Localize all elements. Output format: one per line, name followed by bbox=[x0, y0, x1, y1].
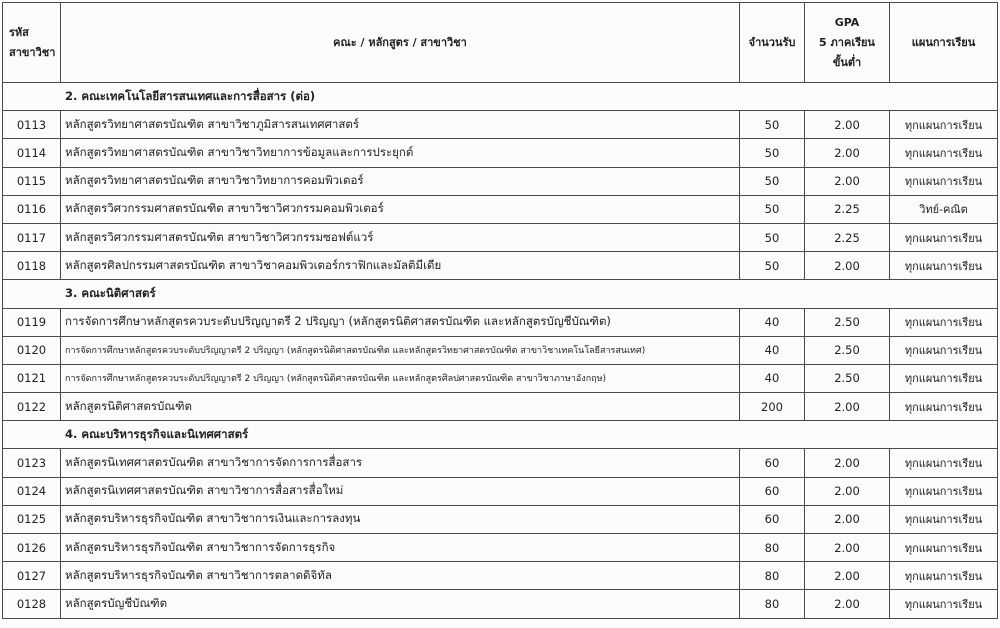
table-row bbox=[3, 336, 998, 364]
program-code: 0127 bbox=[3, 562, 61, 590]
program-code: 0122 bbox=[3, 393, 61, 421]
section-spacer bbox=[3, 421, 61, 449]
table-row bbox=[3, 364, 998, 392]
table-header bbox=[3, 3, 998, 83]
table-row bbox=[3, 252, 998, 280]
capacity-value: 60 bbox=[740, 449, 805, 477]
program-code: 0113 bbox=[3, 111, 61, 139]
program-name: หลักสูตรวิทยาศาสตรบัณฑิต สาขาวิชาวิทยาการคอมพิวเตอร์ bbox=[61, 167, 740, 195]
capacity-value: 50 bbox=[740, 139, 805, 167]
table-row bbox=[3, 505, 998, 533]
section-row bbox=[3, 83, 998, 111]
program-name: หลักสูตรวิศวกรรมศาสตรบัณฑิต สาขาวิชาวิศวกรรมคอมพิวเตอร์ bbox=[61, 195, 740, 223]
header-code-line1: รหัส bbox=[9, 25, 29, 39]
program-name: หลักสูตรบริหารธุรกิจบัณฑิต สาขาวิชาการเงินและการลงทุน bbox=[61, 505, 740, 533]
capacity-value: 80 bbox=[740, 534, 805, 562]
study-plan: ทุกแผนการเรียน bbox=[890, 364, 998, 392]
table-row bbox=[3, 167, 998, 195]
section-spacer bbox=[3, 280, 61, 308]
header-capacity: จำนวนรับ bbox=[740, 3, 805, 83]
section-title: 4. คณะบริหารธุรกิจและนิเทศศาสตร์ bbox=[61, 421, 998, 449]
program-code: 0119 bbox=[3, 308, 61, 336]
section-title: 3. คณะนิติศาสตร์ bbox=[61, 280, 998, 308]
study-plan: ทุกแผนการเรียน bbox=[890, 252, 998, 280]
table-row bbox=[3, 534, 998, 562]
study-plan: ทุกแผนการเรียน bbox=[890, 477, 998, 505]
capacity-value: 80 bbox=[740, 562, 805, 590]
gpa-value: 2.00 bbox=[805, 534, 890, 562]
program-code: 0120 bbox=[3, 336, 61, 364]
study-plan: ทุกแผนการเรียน bbox=[890, 223, 998, 251]
header-gpa bbox=[805, 3, 890, 83]
program-code: 0125 bbox=[3, 505, 61, 533]
program-name: หลักสูตรบริหารธุรกิจบัณฑิต สาขาวิชาการตลาดดิจิทัล bbox=[61, 562, 740, 590]
program-code: 0117 bbox=[3, 223, 61, 251]
header-program: คณะ / หลักสูตร / สาขาวิชา bbox=[61, 3, 740, 83]
capacity-value: 50 bbox=[740, 223, 805, 251]
program-name: การจัดการศึกษาหลักสูตรควบระดับปริญญาตรี 2 ปริญญา (หลักสูตรนิติศาสตรบัณฑิต และหลักสูตรบัญชีบัณฑิต) bbox=[61, 308, 740, 336]
table-row bbox=[3, 195, 998, 223]
gpa-value: 2.25 bbox=[805, 195, 890, 223]
program-name: หลักสูตรวิทยาศาสตรบัณฑิต สาขาวิชาวิทยาการข้อมูลและการประยุกต์ bbox=[61, 139, 740, 167]
study-plan: ทุกแผนการเรียน bbox=[890, 139, 998, 167]
study-plan: ทุกแผนการเรียน bbox=[890, 308, 998, 336]
capacity-value: 60 bbox=[740, 477, 805, 505]
table-row bbox=[3, 223, 998, 251]
capacity-value: 40 bbox=[740, 308, 805, 336]
capacity-value: 40 bbox=[740, 364, 805, 392]
table-row bbox=[3, 562, 998, 590]
program-name: หลักสูตรนิติศาสตรบัณฑิต bbox=[61, 393, 740, 421]
gpa-value: 2.00 bbox=[805, 449, 890, 477]
study-plan: ทุกแผนการเรียน bbox=[890, 590, 998, 618]
header-code-line2: สาขาวิชา bbox=[9, 45, 56, 59]
section-title: 2. คณะเทคโนโลยีสารสนเทศและการสื่อสาร (ต่อ) bbox=[61, 83, 998, 111]
header-plan: แผนการเรียน bbox=[890, 3, 998, 83]
gpa-value: 2.00 bbox=[805, 139, 890, 167]
gpa-value: 2.50 bbox=[805, 308, 890, 336]
gpa-value: 2.00 bbox=[805, 477, 890, 505]
capacity-value: 50 bbox=[740, 111, 805, 139]
gpa-value: 2.25 bbox=[805, 223, 890, 251]
table-row bbox=[3, 393, 998, 421]
admission-table bbox=[2, 2, 998, 619]
study-plan: ทุกแผนการเรียน bbox=[890, 167, 998, 195]
section-row bbox=[3, 421, 998, 449]
study-plan: ทุกแผนการเรียน bbox=[890, 562, 998, 590]
program-code: 0114 bbox=[3, 139, 61, 167]
program-code: 0128 bbox=[3, 590, 61, 618]
gpa-value: 2.50 bbox=[805, 336, 890, 364]
table-row bbox=[3, 139, 998, 167]
table-row bbox=[3, 477, 998, 505]
gpa-value: 2.00 bbox=[805, 111, 890, 139]
capacity-value: 60 bbox=[740, 505, 805, 533]
gpa-value: 2.00 bbox=[805, 590, 890, 618]
program-name: หลักสูตรวิศวกรรมศาสตรบัณฑิต สาขาวิชาวิศวกรรมซอฟต์แวร์ bbox=[61, 223, 740, 251]
program-name: หลักสูตรวิทยาศาสตรบัณฑิต สาขาวิชาภูมิสารสนเทศศาสตร์ bbox=[61, 111, 740, 139]
program-code: 0124 bbox=[3, 477, 61, 505]
table-row bbox=[3, 308, 998, 336]
program-code: 0123 bbox=[3, 449, 61, 477]
program-name: การจัดการศึกษาหลักสูตรควบระดับปริญญาตรี 2 ปริญญา (หลักสูตรนิติศาสตรบัณฑิต และหลักสูตรศิลปศาสตรบัณฑิต สาขาวิชาภาษาอังกฤษ) bbox=[61, 364, 740, 392]
program-name: หลักสูตรบัญชีบัณฑิต bbox=[61, 590, 740, 618]
program-name: หลักสูตรนิเทศศาสตรบัณฑิต สาขาวิชาการสื่อสารสื่อใหม่ bbox=[61, 477, 740, 505]
header-code bbox=[3, 3, 61, 83]
program-name: หลักสูตรศิลปกรรมศาสตรบัณฑิต สาขาวิชาคอมพิวเตอร์กราฟิกและมัลติมีเดีย bbox=[61, 252, 740, 280]
study-plan: ทุกแผนการเรียน bbox=[890, 111, 998, 139]
program-name: การจัดการศึกษาหลักสูตรควบระดับปริญญาตรี 2 ปริญญา (หลักสูตรนิติศาสตรบัณฑิต และหลักสูตรวิทยาศาสตรบัณฑิต สาขาวิชาเทคโนโลยีสารสนเทศ) bbox=[61, 336, 740, 364]
capacity-value: 50 bbox=[740, 252, 805, 280]
gpa-value: 2.00 bbox=[805, 167, 890, 195]
gpa-value: 2.00 bbox=[805, 393, 890, 421]
program-code: 0116 bbox=[3, 195, 61, 223]
study-plan: ทุกแผนการเรียน bbox=[890, 393, 998, 421]
gpa-value: 2.00 bbox=[805, 252, 890, 280]
gpa-value: 2.50 bbox=[805, 364, 890, 392]
table-body bbox=[3, 83, 998, 619]
gpa-value: 2.00 bbox=[805, 505, 890, 533]
gpa-value: 2.00 bbox=[805, 562, 890, 590]
capacity-value: 50 bbox=[740, 195, 805, 223]
header-gpa-line1: GPA bbox=[834, 15, 860, 29]
capacity-value: 40 bbox=[740, 336, 805, 364]
program-code: 0118 bbox=[3, 252, 61, 280]
section-spacer bbox=[3, 83, 61, 111]
capacity-value: 200 bbox=[740, 393, 805, 421]
section-row bbox=[3, 280, 998, 308]
capacity-value: 80 bbox=[740, 590, 805, 618]
table-row bbox=[3, 590, 998, 618]
program-name: หลักสูตรบริหารธุรกิจบัณฑิต สาขาวิชาการจัดการธุรกิจ bbox=[61, 534, 740, 562]
header-gpa-line3: ขั้นต่ำ bbox=[832, 55, 862, 69]
study-plan: ทุกแผนการเรียน bbox=[890, 449, 998, 477]
study-plan: ทุกแผนการเรียน bbox=[890, 336, 998, 364]
study-plan: ทุกแผนการเรียน bbox=[890, 505, 998, 533]
program-code: 0121 bbox=[3, 364, 61, 392]
capacity-value: 50 bbox=[740, 167, 805, 195]
program-code: 0126 bbox=[3, 534, 61, 562]
program-name: หลักสูตรนิเทศศาสตรบัณฑิต สาขาวิชาการจัดการการสื่อสาร bbox=[61, 449, 740, 477]
header-gpa-line2: 5 ภาคเรียน bbox=[819, 35, 875, 49]
study-plan: ทุกแผนการเรียน bbox=[890, 534, 998, 562]
table-row bbox=[3, 449, 998, 477]
study-plan: วิทย์-คณิต bbox=[890, 195, 998, 223]
table-row bbox=[3, 111, 998, 139]
program-code: 0115 bbox=[3, 167, 61, 195]
